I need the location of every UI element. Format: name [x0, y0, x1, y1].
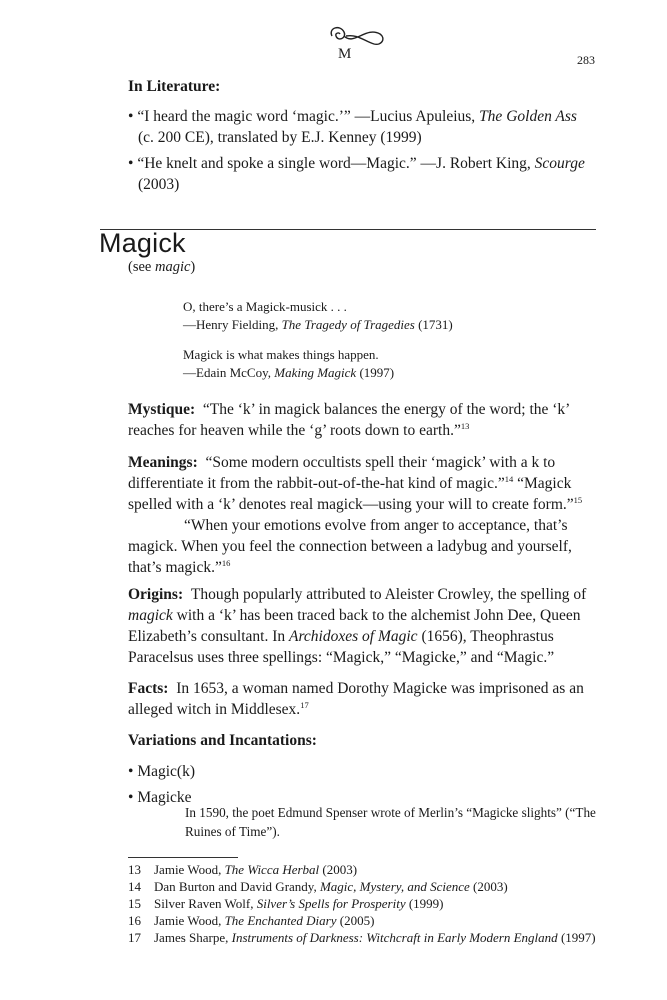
- epigraph-line: O, there’s a Magick-musick . . .: [183, 299, 347, 314]
- ornate-m-icon: [324, 22, 388, 62]
- footnote: 17 James Sharpe, Instruments of Darkness: Witchcraft in Early Modern England (1997): [128, 930, 596, 945]
- epigraph: [183, 298, 583, 334]
- footnote: 14 Dan Burton and David Grandy, Magic, Mystery, and Science (2003): [128, 879, 508, 894]
- see-also: (see magic): [128, 259, 196, 275]
- meanings-label: Meanings:: [128, 454, 198, 471]
- footnote-divider: [128, 857, 238, 858]
- epigraph: [183, 346, 583, 382]
- footnote: 15 Silver Raven Wolf, Silver’s Spells for Prosperity (1999): [128, 896, 444, 911]
- origins-paragraph: Origins: Though popularly attributed to Aleister Crowley, the spelling of magick with a ‘k’ has been traced back to the alchemist John Dee, Queen Elizabeth’s consultant. In Archidoxes of Magic (1656), Theophrastus Paracelsus uses three spellings: “Magick,” “Magicke,” and “Magic.”: [128, 586, 587, 666]
- footnote-ref: 16: [221, 557, 231, 568]
- epigraph-line: Magick is what makes things happen.: [183, 347, 379, 362]
- mystique-label: Mystique:: [128, 401, 196, 418]
- mystique-paragraph: Mystique: “The ‘k’ in magick balances the energy of the word; the ‘k’ reaches for heaven while the ‘g’ roots down to earth.”$^{13}$: [128, 401, 570, 439]
- variations-heading: Variations and Incantations:: [128, 732, 317, 749]
- page-number: 283: [577, 53, 595, 67]
- footnote-ref: 17: [300, 699, 309, 710]
- epigraph-attribution: —Edain McCoy, Making Magick (1997): [183, 365, 395, 380]
- footnote: 13 Jamie Wood, The Wicca Herbal (2003): [128, 862, 358, 877]
- origins-label: Origins:: [128, 586, 184, 603]
- variation-item: • Magic(k): [128, 763, 195, 780]
- literature-item: • “I heard the magic word ‘magic.’” —Lucius Apuleius, The Golden Ass (c. 200 CE), translated by E.J. Kenney (1999): [128, 108, 577, 146]
- footnote: 16 Jamie Wood, The Enchanted Diary (2005): [128, 913, 375, 928]
- literature-item: • “He knelt and spoke a single word—Magic.” —J. Robert King, Scourge (2003): [128, 155, 585, 193]
- entry-title: Magick: [99, 228, 186, 258]
- variation-note: In 1590, the poet Edmund Spenser wrote of Merlin’s “Magicke slights” (“The Ruines of Time”).: [185, 805, 596, 839]
- footnote-ref: 14: [504, 473, 514, 484]
- footnote-ref: 13: [460, 420, 470, 431]
- variation-item: • Magicke: [128, 789, 192, 806]
- in-literature-heading: In Literature:: [128, 78, 221, 95]
- facts-paragraph: Facts: In 1653, a woman named Dorothy Magicke was imprisoned as an alleged witch in Middlesex.$^{17}$: [128, 680, 584, 718]
- meanings-paragraph: Meanings: “Some modern occultists spell their ‘magick’ with a k to differentiate it from the rabbit-out-of-the-hat kind of magic.”$^{14}$ “Magick spelled with a ‘k’ denotes real magick—using your will to create form.”$^{15}$ “When your emotions evolve from anger to acceptance, that’s magick. When you feel the connection between a ladybug and yourself, that’s magick.”$^{16}$: [128, 454, 583, 576]
- facts-label: Facts:: [128, 680, 169, 697]
- epigraph-attribution: —Henry Fielding, The Tragedy of Tragedies (1731): [183, 317, 453, 332]
- svg-text:M: M: [338, 46, 352, 62]
- footnote-ref: 15: [573, 494, 583, 505]
